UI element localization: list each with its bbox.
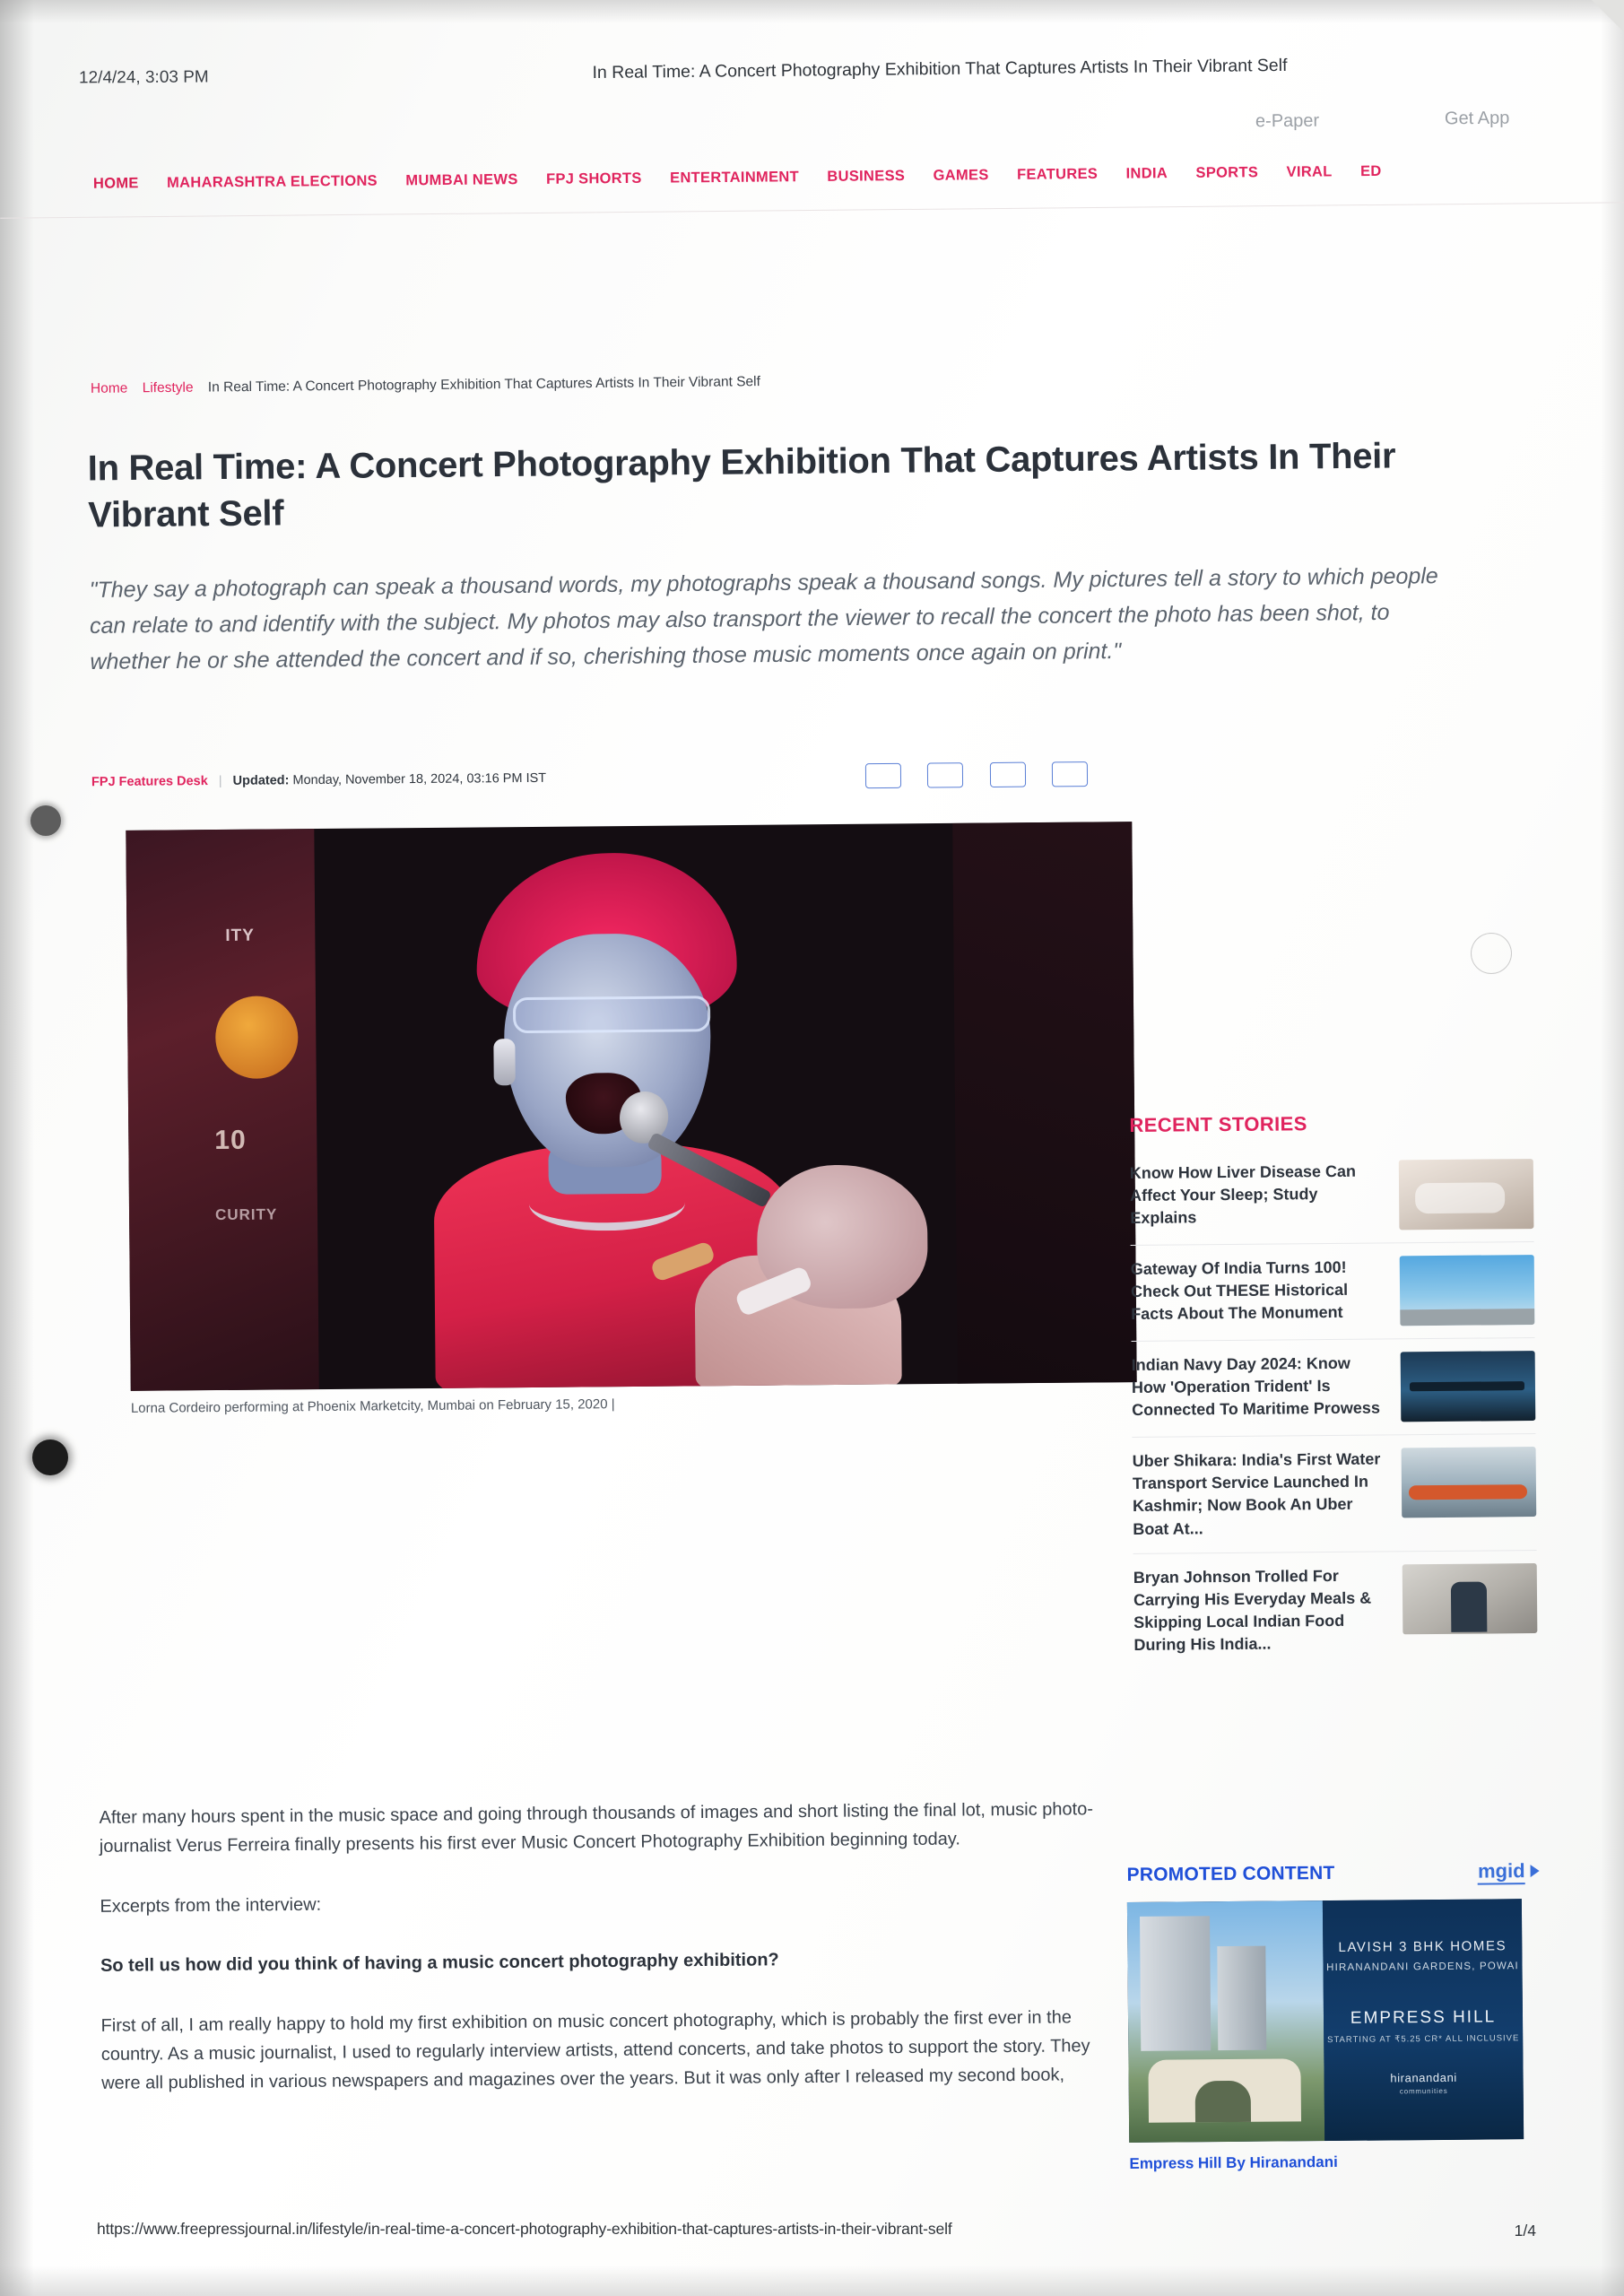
article-paragraph: First of all, I am really happy to hold my first exhibition on music concert photography, which is probably the first ever in the country. As a music journalist, I used to regularly interview artists, attend concerts, and take photos to support the story. They were all published in various newspapers and magazines over the years. But it was only after I released my second book,	[100, 2007, 1090, 2094]
mgid-logo[interactable]	[1478, 1859, 1540, 1883]
nav-item-edit[interactable]: ED	[1359, 162, 1382, 180]
share-link-button[interactable]	[1052, 761, 1088, 787]
ad-building	[1140, 1916, 1211, 2051]
nav-item-india[interactable]: INDIA	[1125, 165, 1168, 182]
nav-item-mumbai-news[interactable]: MUMBAI NEWS	[405, 171, 518, 189]
hero-overlay-text-top: ITY	[225, 926, 255, 945]
story-thumbnail	[1401, 1351, 1536, 1422]
story-title: Gateway Of India Turns 100! Check Out THESE Historical Facts About The Monument	[1130, 1257, 1349, 1324]
recent-stories-heading: RECENT STORIES	[1129, 1112, 1307, 1136]
nav-item-fpj-shorts[interactable]: FPJ SHORTS	[545, 170, 642, 187]
story-thumbnail	[1400, 1255, 1535, 1326]
share-whatsapp-button[interactable]	[990, 762, 1026, 787]
page-title: In Real Time: A Concert Photography Exhibition That Captures Artists In Their Vibrant Self	[87, 436, 1396, 535]
nav-item-maharashtra-elections[interactable]: MAHARASHTRA ELECTIONS	[166, 172, 378, 191]
story-thumbnail	[1399, 1159, 1534, 1230]
ad-brand-tagline: communities	[1399, 2086, 1448, 2096]
story-title: Uber Shikara: India's First Water Transport Service Launched In Kashmir; Now Book An Uber Boat At...	[1132, 1449, 1381, 1538]
hero-badge	[215, 996, 299, 1079]
nav-item-sports[interactable]: SPORTS	[1195, 164, 1259, 181]
article-paragraph: After many hours spent in the music space and going through thousands of images and short listing the final lot, music photo-journalist Verus Ferreira finally presents his first ever Music Concert Photography Exhibition beginning today.	[99, 1799, 1094, 1857]
nav-item-business[interactable]: BUSINESS	[827, 168, 906, 185]
story-thumbnail	[1402, 1447, 1537, 1518]
list-item[interactable]	[1132, 1434, 1536, 1554]
story-title: Know How Liver Disease Can Affect Your Sleep; Study Explains	[1129, 1161, 1357, 1228]
breadcrumb-current: In Real Time: A Concert Photography Exhibition That Captures Artists In Their Vibrant Self	[207, 374, 760, 396]
list-item[interactable]	[1130, 1146, 1534, 1246]
story-title: Bryan Johnson Trolled For Carrying His Everyday Meals & Skipping Local Indian Food During His India...	[1133, 1566, 1372, 1655]
share-facebook-button[interactable]	[865, 763, 901, 788]
hero-subject-singer	[332, 823, 964, 1389]
recent-stories-rail	[1129, 1110, 1537, 1669]
promoted-ad-card[interactable]	[1127, 1899, 1524, 2143]
promoted-content-heading: PROMOTED CONTENT	[1126, 1862, 1335, 1886]
hero-caption: Lorna Cordeiro performing at Phoenix Marketcity, Mumbai on February 15, 2020 |	[130, 1396, 615, 1416]
ad-archway-opening	[1195, 2081, 1251, 2123]
breadcrumb	[91, 374, 760, 397]
print-footer-url: https://www.freepressjournal.in/lifestyle/in-real-time-a-concert-photography-exhibition-that-captures-artists-in-their-vibrant-self	[97, 2220, 952, 2238]
epaper-link[interactable]: e-Paper	[1255, 110, 1320, 132]
breadcrumb-separator	[132, 380, 143, 396]
promoted-ad-caption[interactable]: Empress Hill By Hiranandani	[1129, 2152, 1338, 2173]
ad-line-4: STARTING AT ₹5.25 CR* ALL INCLUSIVE	[1327, 2033, 1520, 2046]
glasses-icon	[513, 996, 710, 1033]
byline	[91, 771, 546, 789]
breadcrumb-separator	[197, 380, 208, 396]
article-body	[99, 1795, 1106, 2128]
list-item[interactable]	[1131, 1242, 1535, 1342]
ad-text-panel	[1323, 1899, 1524, 2141]
breadcrumb-lifestyle[interactable]: Lifestyle	[142, 379, 194, 396]
print-date: 12/4/24, 3:03 PM	[78, 67, 209, 88]
byline-author[interactable]: FPJ Features Desk	[91, 774, 208, 790]
hero-background-right	[952, 822, 1136, 1384]
print-footer-page-number: 1/4	[1514, 2222, 1536, 2239]
hero-figure	[126, 822, 1136, 1416]
mgid-wordmark: mgid	[1478, 1859, 1525, 1884]
article-paragraph: Excerpts from the interview:	[100, 1894, 322, 1917]
hero-background-left	[126, 829, 318, 1391]
nav-item-viral[interactable]: VIRAL	[1286, 163, 1333, 180]
print-header-title: In Real Time: A Concert Photography Exhibition That Captures Artists In Their Vibrant Self	[592, 55, 1288, 83]
list-item[interactable]	[1133, 1551, 1538, 1670]
story-title: Indian Navy Day 2024: Know How 'Operation Trident' Is Connected To Maritime Prowess	[1131, 1353, 1380, 1420]
ad-line-3: EMPRESS HILL	[1350, 2007, 1497, 2028]
play-triangle-icon	[1531, 1865, 1540, 1877]
byline-updated-label: Updated:	[232, 773, 290, 788]
hero-overlay-text-mid: 10	[214, 1125, 247, 1156]
ad-building	[1217, 1946, 1266, 2050]
list-item[interactable]	[1132, 1338, 1536, 1438]
hero-image	[126, 822, 1136, 1391]
ad-line-1: LAVISH 3 BHK HOMES	[1338, 1938, 1507, 1955]
ad-brand-name: hiranandani	[1390, 2070, 1457, 2085]
nav-item-games[interactable]: GAMES	[933, 167, 989, 184]
promoted-content-block	[1126, 1859, 1541, 2173]
article-standfirst: "They say a photograph can speak a thousand words, my photographs speak a thousand songs. My pictures tell a story to which people can relate to and identify with the subject. My photos may also transport the viewer to recall the concert the photo has been shot, to whether he or she attended the concert and if so, cherishing those music moments once again on print."	[89, 563, 1438, 674]
share-bar	[865, 761, 1111, 793]
hero-overlay-text-bottom: CURITY	[214, 1205, 278, 1224]
breadcrumb-home[interactable]: Home	[90, 380, 128, 396]
singer-earring	[493, 1039, 515, 1085]
ad-line-2: HIRANANDANI GARDENS, POWAI	[1326, 1961, 1519, 1974]
nav-item-home[interactable]: HOME	[92, 175, 139, 192]
promoted-header	[1126, 1859, 1539, 1886]
share-twitter-button[interactable]	[927, 762, 963, 787]
story-thumbnail	[1403, 1563, 1538, 1634]
byline-updated-value: Monday, November 18, 2024, 03:16 PM IST	[292, 770, 547, 788]
nav-item-entertainment[interactable]: ENTERTAINMENT	[670, 169, 800, 187]
nav-item-features[interactable]: FEATURES	[1016, 165, 1099, 183]
byline-divider: |	[218, 773, 222, 788]
ad-photo	[1127, 1900, 1324, 2143]
article-question: So tell us how did you think of having a music concert photography exhibition?	[100, 1950, 779, 1977]
get-app-link[interactable]: Get App	[1444, 108, 1510, 129]
